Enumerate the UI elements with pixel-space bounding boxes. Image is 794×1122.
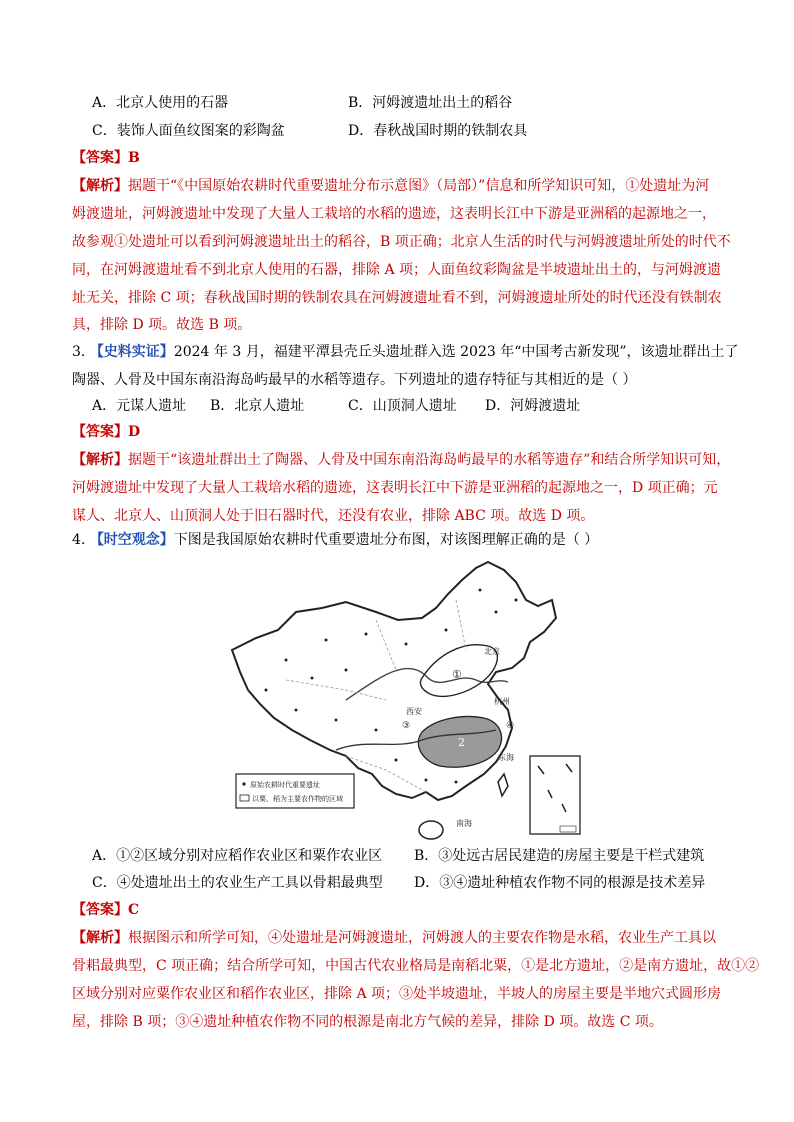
q2-option-c: C．装饰人面鱼纹图案的彩陶盆	[92, 123, 285, 139]
q4-option-c: C．④处遗址出土的农业生产工具以骨耜最典型	[92, 875, 383, 891]
site-dot	[479, 589, 482, 592]
hainan-island	[419, 821, 443, 839]
q3-option-b: B．北京人遗址	[210, 398, 305, 414]
q2-analysis-line: 同，在河姆渡遗址看不到北京人使用的石器，排除 A 项；人面鱼纹彩陶盆是半坡遗址出土的，与河姆渡遗	[72, 262, 722, 278]
label-site-4: ④	[506, 721, 515, 731]
site-dot	[455, 781, 458, 784]
q3-analysis-line: 谋人、北京人、山顶洞人处于旧石器时代，还没有农业，排除 ABC 项。故选 D 项。	[72, 508, 595, 524]
site-dot	[325, 639, 328, 642]
site-dot	[425, 779, 428, 782]
q2-analysis-tag: 【解析】	[72, 178, 128, 194]
label-south-sea: 南海	[456, 819, 472, 828]
q3-analysis-line: 河姆渡遗址中发现了大量人工栽培水稻的遗迹，这表明长江中下游是亚洲稻的起源地之一，D 项正确；元	[72, 480, 718, 496]
site-dot	[375, 729, 378, 732]
q2-analysis-text: 据题干“《中国原始农耕时代重要遗址分布示意图》（局部）”信息和所学知识可知，①处遗址为河	[128, 178, 710, 194]
q4-analysis-line: 屋，排除 B 项；③④遗址种植农作物不同的根源是南北方气候的差异，排除 D 项。故选 C 项。	[72, 1014, 663, 1030]
q4-analysis-line	[72, 928, 716, 948]
label-region-2: 2	[458, 736, 465, 749]
site-dot	[345, 669, 348, 672]
site-dot	[295, 709, 298, 712]
china-map-figure	[226, 560, 588, 842]
q3-stem-line: 陶器、人骨及中国东南沿海岛屿最早的水稻等遗存。下列遗址的遗存特征与其相近的是（ ）	[72, 372, 637, 388]
label-region-1: ①	[452, 668, 462, 681]
q3-stem-line	[72, 342, 739, 362]
q4-analysis-text: 根据图示和所学可知，④处遗址是河姆渡遗址，河姆渡人的主要农作物是水稻，农业生产工具以	[128, 930, 716, 946]
q4-answer-tag: 【答案】	[72, 902, 128, 918]
site-dot	[365, 633, 368, 636]
q4-analysis-line: 骨耜最典型，C 项正确；结合所学可知，中国古代农业格局是南稻北粟，①是北方遗址，②是南方遗址，故①②	[72, 958, 760, 974]
q3-option-c: C．山顶洞人遗址	[348, 398, 457, 414]
label-hangzhou: 杭州	[494, 697, 510, 706]
q4-number: 4.	[72, 532, 86, 548]
site-dot	[515, 599, 518, 602]
q3-analysis-text: 据题干“该遗址群出土了陶器、人骨及中国东南沿海岛屿最早的水稻等遗存”和结合所学知识可知，	[128, 452, 731, 468]
q2-answer-tag: 【答案】	[72, 150, 128, 166]
q3-answer-tag: 【答案】	[72, 424, 128, 440]
site-dot	[395, 759, 398, 762]
q4-answer-value: C	[128, 902, 140, 918]
q4-option-d: D．③④遗址种植农作物不同的根源是技术差异	[414, 875, 706, 891]
q4-tag: 【时空观念】	[89, 532, 174, 548]
q2-option-b: B．河姆渡遗址出土的稻谷	[348, 95, 513, 111]
q2-analysis-line	[72, 176, 709, 196]
site-dot	[405, 643, 408, 646]
q2-analysis-line: 姆渡遗址，河姆渡遗址中发现了大量人工栽培的水稻的遗迹，这表明长江中下游是亚洲稻的起源地之一，	[72, 206, 716, 222]
site-dot	[445, 629, 448, 632]
south-sea-inset	[530, 756, 580, 834]
site-dot	[335, 719, 338, 722]
q4-stem-text: 下图是我国原始农耕时代重要遗址分布图，对该图理解正确的是（ ）	[173, 532, 599, 548]
q2-option-d: D．春秋战国时期的铁制农具	[348, 123, 528, 139]
q3-option-a: A．元谋人遗址	[92, 398, 187, 414]
legend-region-symbol	[240, 795, 249, 801]
q2-answer-value: B	[128, 150, 140, 166]
site-dot	[285, 659, 288, 662]
legend-crops-label: 以粟、稻为主要农作物的区域	[252, 795, 343, 803]
q3-analysis-line	[72, 450, 730, 470]
inset-scale-box	[560, 826, 576, 832]
q2-analysis-line: 故参观①处遗址可以看到河姆渡遗址出土的稻谷，B 项正确；北京人生活的时代与河姆渡遗址所处的时代不	[72, 234, 731, 250]
q2-answer	[72, 148, 140, 168]
legend-sites-label: 原始农耕时代重要遗址	[250, 781, 320, 789]
q3-number: 3.	[72, 344, 86, 360]
q3-option-d: D．河姆渡遗址	[485, 398, 581, 414]
site-dot	[311, 677, 314, 680]
q2-analysis-line: 具，排除 D 项。故选 B 项。	[72, 317, 252, 333]
q2-analysis-line: 址无关，排除 C 项；春秋战国时期的铁制农具在河姆渡遗址看不到，河姆渡遗址所处的时代还没有铁制农	[72, 290, 722, 306]
site-dot	[495, 611, 498, 614]
label-xian: 西安	[406, 707, 422, 716]
q3-tag: 【史料实证】	[89, 344, 174, 360]
q2-option-a: A．北京人使用的石器	[92, 95, 229, 111]
q4-stem-line	[72, 530, 598, 550]
q3-analysis-tag: 【解析】	[72, 452, 128, 468]
q4-answer	[72, 900, 139, 920]
label-east-sea: 东海	[498, 753, 514, 762]
site-dot	[265, 689, 268, 692]
q3-answer	[72, 422, 140, 442]
q3-answer-value: D	[128, 424, 141, 440]
label-site-3: ③	[402, 721, 411, 731]
q4-analysis-line: 区域分别对应粟作农业区和稻作农业区，排除 A 项；③处半坡遗址，半坡人的房屋主要是半地穴式圆形房	[72, 986, 722, 1002]
q3-stem-text: 2024 年 3 月，福建平潭县壳丘头遗址群入选 2023 年“中国考古新发现”，该遗址群出土了	[173, 344, 739, 360]
q4-option-a: A．①②区域分别对应稻作农业区和粟作农业区	[92, 848, 383, 864]
q4-option-b: B．③处远古居民建造的房屋主要是干栏式建筑	[414, 848, 705, 864]
label-beijing: 北京	[484, 647, 500, 656]
legend-site-symbol	[242, 782, 245, 785]
q4-analysis-tag: 【解析】	[72, 930, 128, 946]
